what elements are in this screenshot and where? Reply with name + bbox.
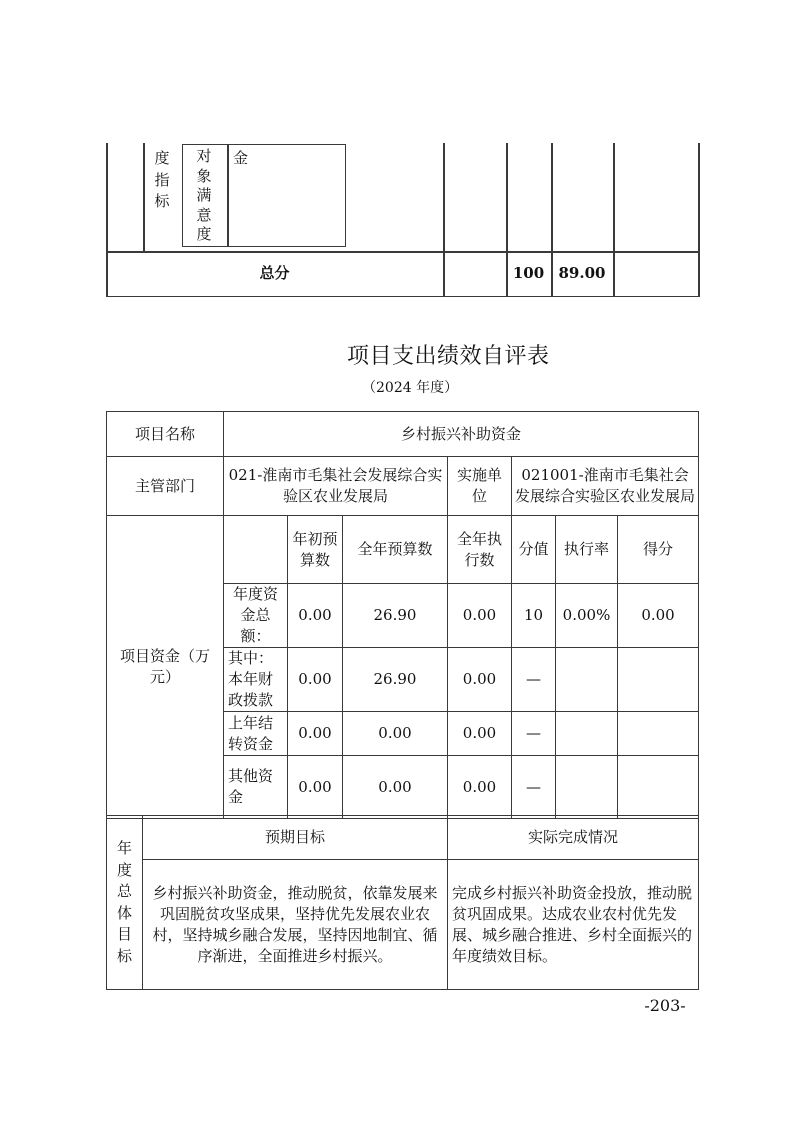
impl-unit-label: 实施单位 <box>448 457 512 516</box>
annual-goal-row-label <box>107 816 143 990</box>
col-header-annual-budget: 全年预算数 <box>343 516 448 584</box>
report-title: 项目支出绩效自评表 <box>347 344 550 369</box>
funds-group-label: 项目资金（万元） <box>107 516 224 819</box>
execution-rate-value <box>556 712 618 756</box>
fund-row-label: 上年结转资金 <box>224 712 288 756</box>
prev-fund-cell-text: 金 <box>233 149 249 167</box>
initial-budget-value: 0.00 <box>288 756 343 819</box>
grid-line <box>143 143 145 252</box>
self-eval-table <box>106 411 699 819</box>
annual-budget-value: 26.90 <box>343 648 448 712</box>
total-score-label: 总分 <box>259 264 290 282</box>
total-max-score: 100 <box>512 264 545 282</box>
initial-budget-value: 0.00 <box>288 648 343 712</box>
points-value <box>618 712 699 756</box>
score-weight-value: — <box>512 756 556 819</box>
annual-goal-table <box>106 815 699 990</box>
points-value <box>618 756 699 819</box>
actual-completion-header: 实际完成情况 <box>448 816 699 860</box>
table-row <box>107 860 699 990</box>
executed-value: 0.00 <box>448 756 512 819</box>
dept-value: 021-淮南市毛集社会发展综合实验区农业发展局 <box>224 457 448 516</box>
score-weight-value: — <box>512 712 556 756</box>
grid-line <box>443 143 445 297</box>
actual-completion-text: 完成乡村振兴补助资金投放，推动脱贫巩固成果。达成农业农村优先发展、城乡融合推进、乡村全面振兴的年度绩效目标。 <box>448 860 699 990</box>
table-row <box>107 516 699 584</box>
total-score-value: 89.00 <box>558 264 606 282</box>
empty-cell <box>224 516 288 584</box>
executed-value: 0.00 <box>448 712 512 756</box>
execution-rate-value <box>556 648 618 712</box>
initial-budget-value: 0.00 <box>288 712 343 756</box>
prev-indicator-col-text: 度指标 <box>154 149 170 210</box>
fund-row-label: 其中：本年财政拨款 <box>224 648 288 712</box>
project-name-label: 项目名称 <box>107 412 224 457</box>
impl-unit-value: 021001-淮南市毛集社会发展综合实验区农业发展局 <box>512 457 699 516</box>
grid-line <box>698 143 700 297</box>
report-year: （2024 年度） <box>362 380 459 396</box>
expected-goal-header: 预期目标 <box>143 816 448 860</box>
executed-value: 0.00 <box>448 584 512 648</box>
executed-value: 0.00 <box>448 648 512 712</box>
fund-row-label: 年度资金总额： <box>224 584 288 648</box>
prev-table-fragment <box>106 143 700 299</box>
col-header-execution-rate: 执行率 <box>556 516 618 584</box>
col-header-score-weight: 分值 <box>512 516 556 584</box>
table-row <box>107 457 699 516</box>
dept-label: 主管部门 <box>107 457 224 516</box>
col-header-points: 得分 <box>618 516 699 584</box>
execution-rate-value <box>556 756 618 819</box>
prev-satisfaction-col-text: 对象满意度 <box>196 147 212 243</box>
score-weight-value: — <box>512 648 556 712</box>
col-header-annual-executed: 全年执行数 <box>448 516 512 584</box>
annual-budget-value: 26.90 <box>343 584 448 648</box>
score-weight-value: 10 <box>512 584 556 648</box>
project-name-value: 乡村振兴补助资金 <box>224 412 699 457</box>
execution-rate-value: 0.00% <box>556 584 618 648</box>
expected-goal-text: 乡村振兴补助资金，推动脱贫，依靠发展来巩固脱贫攻坚成果，坚持优先发展农业农村，坚持城乡融合发展，坚持因地制宜、循序渐进，全面推进乡村振兴。 <box>143 860 448 990</box>
grid-line <box>227 144 229 247</box>
col-header-initial-budget: 年初预算数 <box>288 516 343 584</box>
points-value <box>618 648 699 712</box>
page-number: -203- <box>644 996 686 1015</box>
annual-goal-vertical-text: 年度总体目标 <box>116 839 132 965</box>
grid-line <box>613 143 615 297</box>
points-value: 0.00 <box>618 584 699 648</box>
table-row <box>107 412 699 457</box>
table-row <box>107 816 699 860</box>
initial-budget-value: 0.00 <box>288 584 343 648</box>
annual-budget-value: 0.00 <box>343 712 448 756</box>
fund-row-label: 其他资金 <box>224 756 288 819</box>
annual-budget-value: 0.00 <box>343 756 448 819</box>
